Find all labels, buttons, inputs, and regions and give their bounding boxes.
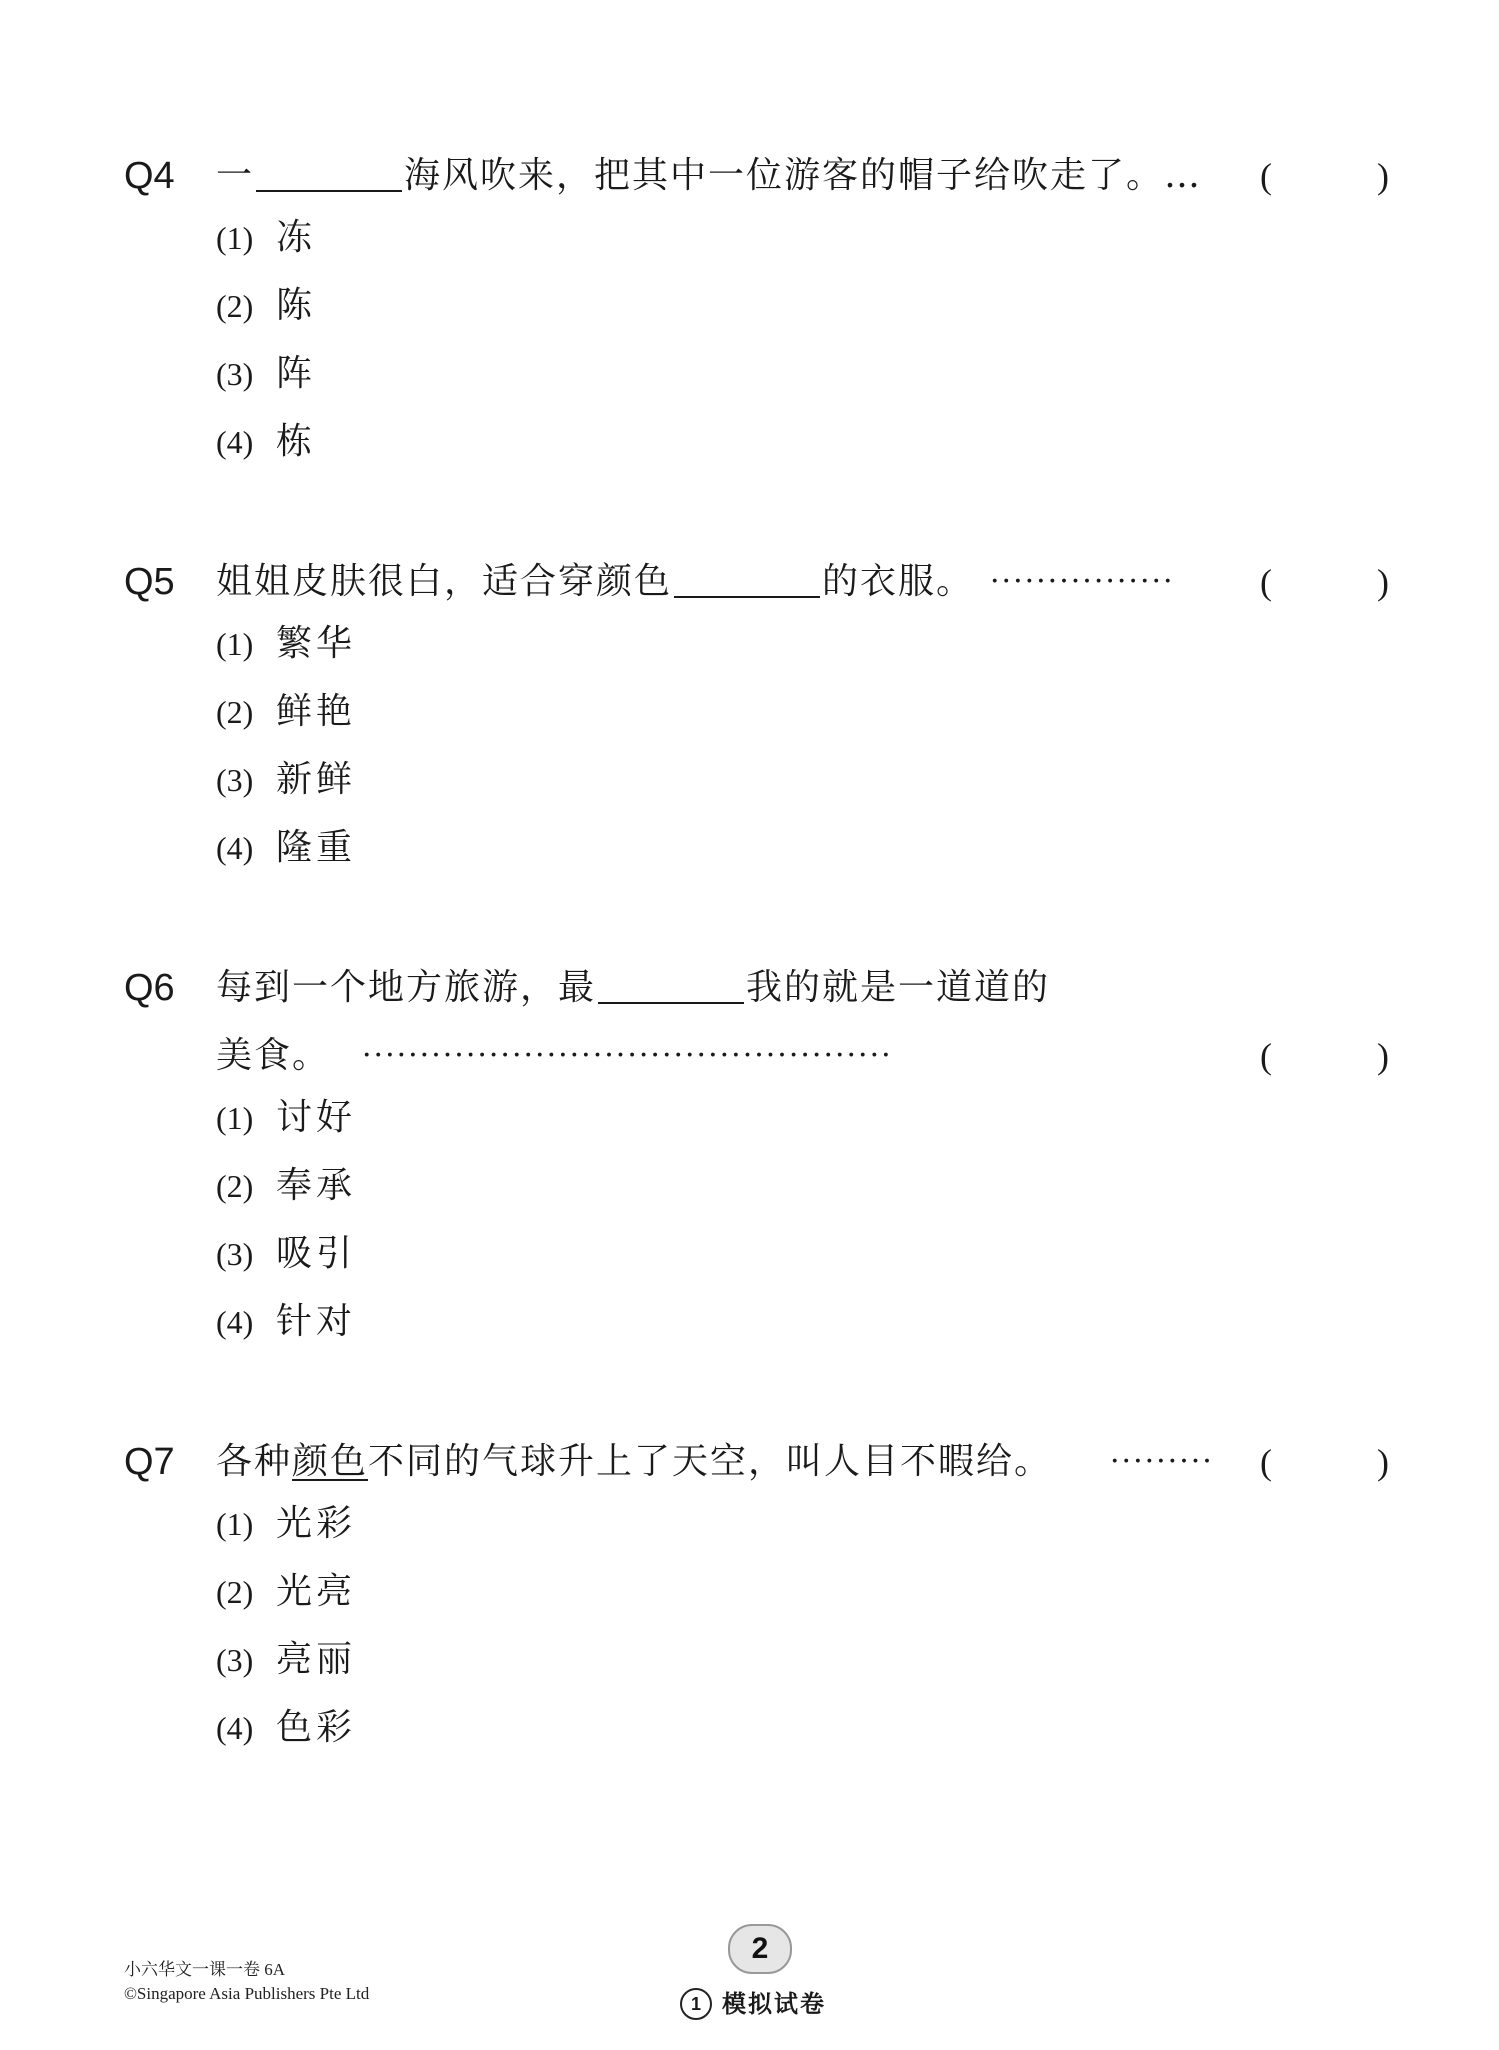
stem-text-before: 姐姐皮肤很白，适合穿颜色 <box>216 561 673 602</box>
option-text: 繁华 <box>276 623 357 664</box>
answer-blank <box>256 148 402 192</box>
stem-text-after: 的衣服。 <box>822 561 975 602</box>
option-number: (3) <box>216 762 254 798</box>
option-number: (2) <box>216 1168 254 1204</box>
option-list <box>216 1496 356 1768</box>
stem-text-after: 海风吹来，把其中一位游客的帽子给吹走了。 <box>404 155 1165 196</box>
answer-paren-close: ) <box>1377 1036 1389 1076</box>
option-text: 吸引 <box>276 1233 357 1274</box>
leader-dots: ········· <box>1110 1444 1214 1479</box>
question-stem <box>216 554 1379 610</box>
option-number: (1) <box>216 626 254 662</box>
underlined-word: 颜色 <box>292 1441 369 1482</box>
option-item[interactable] <box>216 278 316 346</box>
option-item[interactable] <box>216 1226 356 1294</box>
option-list <box>216 1090 356 1362</box>
option-number: (4) <box>216 1710 254 1746</box>
answer-paren-open: ( <box>1260 562 1272 602</box>
answer-paren-close: ) <box>1377 156 1389 196</box>
question-number: Q6 <box>124 967 175 1009</box>
option-text: 隆重 <box>276 827 357 868</box>
option-text: 陈 <box>276 285 317 326</box>
option-item[interactable] <box>216 820 356 888</box>
option-number: (2) <box>216 694 254 730</box>
stem-text-before: 每到一个地方旅游，最 <box>216 967 597 1008</box>
option-number: (2) <box>216 288 254 324</box>
section-title: 模拟试卷 <box>722 1989 826 2018</box>
option-list <box>216 210 316 482</box>
answer-blank <box>674 554 820 598</box>
option-number: (4) <box>216 1304 254 1340</box>
question-number: Q7 <box>124 1441 175 1483</box>
option-number: (3) <box>216 1642 254 1678</box>
option-text: 光彩 <box>276 1503 357 1544</box>
question-number: Q5 <box>124 561 175 603</box>
option-number: (1) <box>216 1506 254 1542</box>
question-stem <box>216 960 1379 1016</box>
option-item[interactable] <box>216 752 356 820</box>
stem-text-after: 不同的气球升上了天空，叫人目不暇给。 <box>368 1441 1053 1482</box>
answer-paren-close: ) <box>1377 1442 1389 1482</box>
option-number: (4) <box>216 424 254 460</box>
option-item[interactable] <box>216 1294 356 1362</box>
leader-dots: ················ <box>990 564 1175 599</box>
option-item[interactable] <box>216 346 316 414</box>
option-text: 阵 <box>276 353 317 394</box>
option-text: 奉承 <box>276 1165 357 1206</box>
stem-text-after: 我的就是一道道的 <box>746 967 1051 1008</box>
footer-publisher-info <box>124 1958 369 2006</box>
book-title: 小六华文一课一卷 6A <box>124 1960 286 1979</box>
option-number: (3) <box>216 1236 254 1272</box>
question-stem <box>216 148 1379 204</box>
option-text: 亮丽 <box>276 1639 357 1680</box>
option-item[interactable] <box>216 1632 356 1700</box>
option-number: (1) <box>216 220 254 256</box>
answer-blank <box>598 960 744 1004</box>
option-item[interactable] <box>216 1564 356 1632</box>
option-number: (1) <box>216 1100 254 1136</box>
option-item[interactable] <box>216 1496 356 1564</box>
option-text: 冻 <box>276 217 317 258</box>
option-item[interactable] <box>216 684 356 752</box>
question-stem-line2: 美食。 <box>216 1035 331 1076</box>
footer-section <box>680 1985 826 2021</box>
option-item[interactable] <box>216 1158 356 1226</box>
answer-paren-open: ( <box>1260 1036 1272 1076</box>
answer-paren-close: ) <box>1377 562 1389 602</box>
option-item[interactable] <box>216 616 356 684</box>
section-number-badge: 1 <box>680 1988 712 2020</box>
answer-paren-open: ( <box>1260 156 1272 196</box>
leader-dots: ·············································· <box>362 1038 893 1073</box>
question-number: Q4 <box>124 155 175 197</box>
stem-text-before: 各种 <box>216 1441 293 1482</box>
option-item[interactable] <box>216 1090 356 1158</box>
option-item[interactable] <box>216 210 316 278</box>
leader-dots: … <box>1164 155 1203 196</box>
option-number: (2) <box>216 1574 254 1610</box>
copyright-text: ©Singapore Asia Publishers Pte Ltd <box>124 1984 370 2003</box>
option-item[interactable] <box>216 414 316 482</box>
page-number: 2 <box>728 1924 792 1974</box>
option-text: 栋 <box>276 421 317 462</box>
option-text: 针对 <box>276 1301 357 1342</box>
stem-text-before: 一 <box>216 155 255 196</box>
option-text: 讨好 <box>276 1097 357 1138</box>
option-list <box>216 616 356 888</box>
option-text: 光亮 <box>276 1571 357 1612</box>
option-text: 新鲜 <box>276 759 357 800</box>
option-item[interactable] <box>216 1700 356 1768</box>
option-number: (4) <box>216 830 254 866</box>
option-number: (3) <box>216 356 254 392</box>
answer-paren-open: ( <box>1260 1442 1272 1482</box>
option-text: 色彩 <box>276 1707 357 1748</box>
option-text: 鲜艳 <box>276 691 357 732</box>
